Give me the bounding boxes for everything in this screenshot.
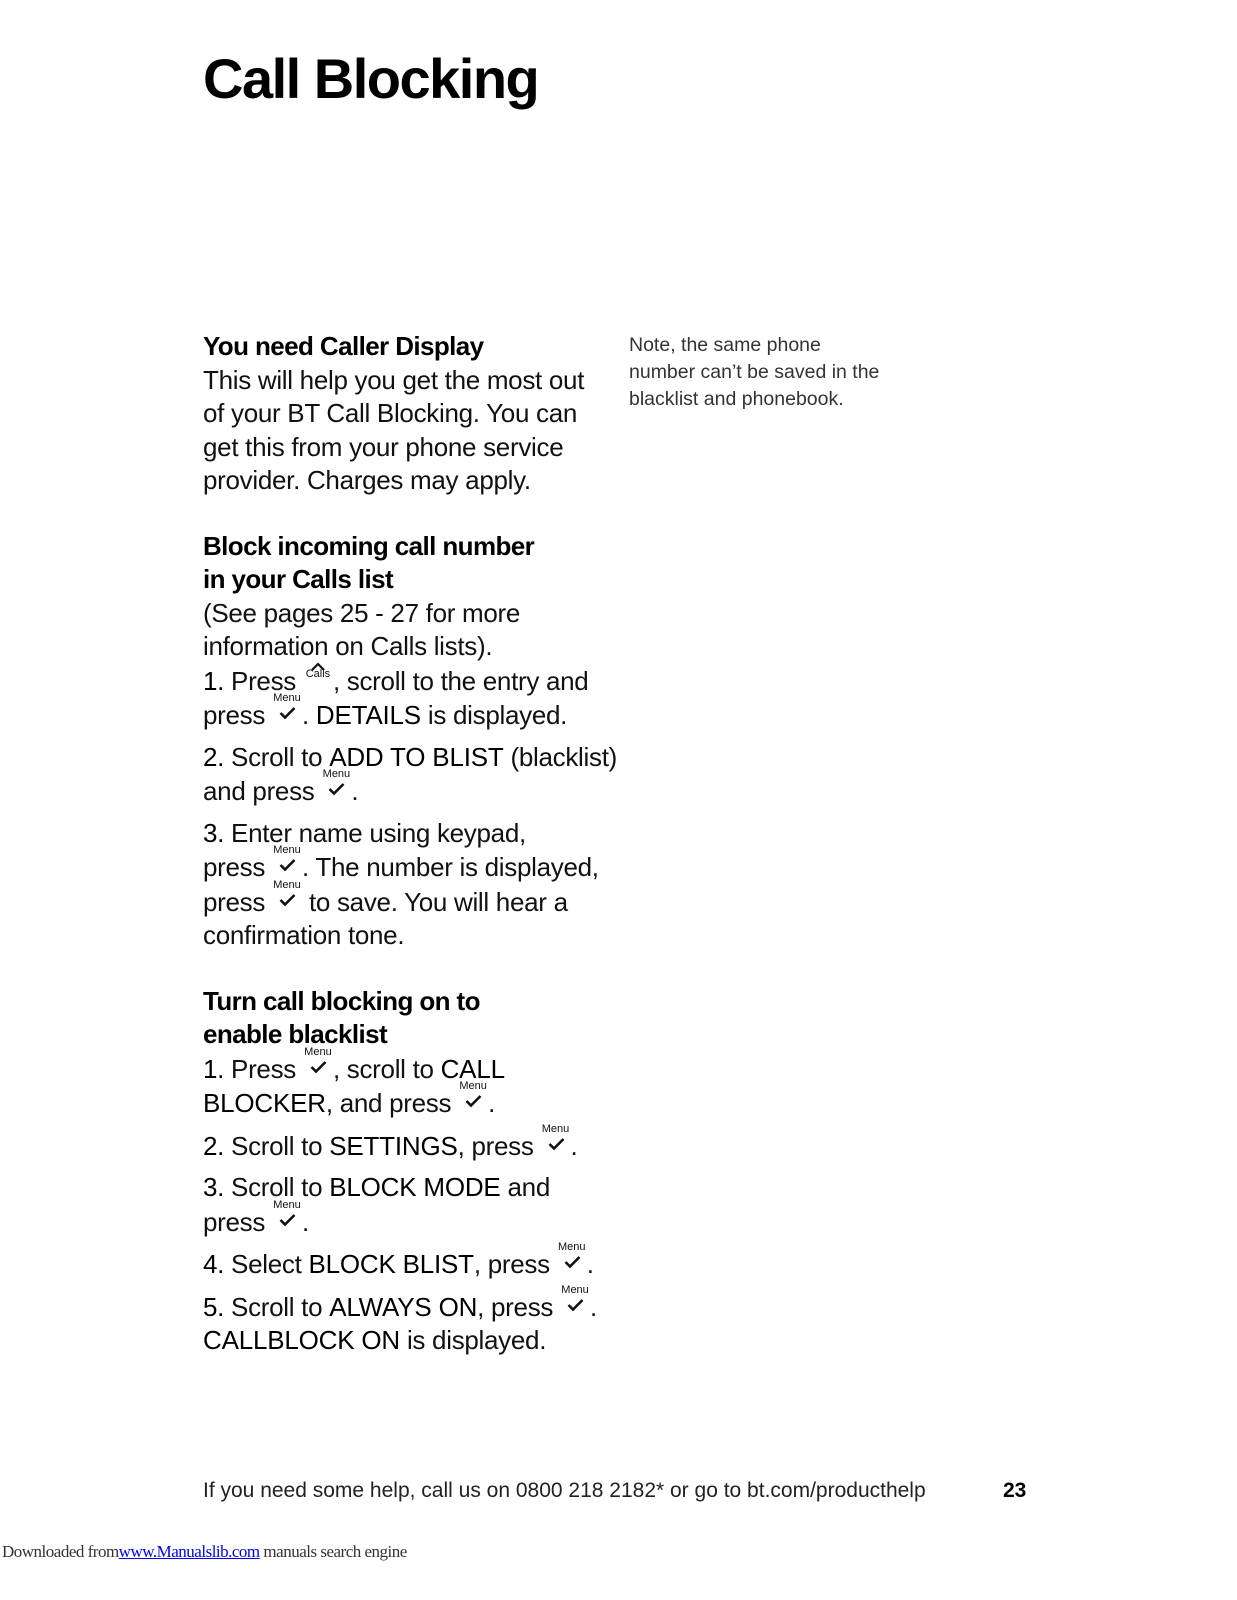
intro-line: information on Calls lists). [203,631,493,661]
step-text: . [586,1249,594,1279]
step-3 [203,1171,623,1239]
step-text: . [590,1291,597,1322]
menu-button-icon [272,1198,302,1231]
body-line: provider. Charges may apply. [203,465,531,495]
intro-line: (See pages 25 - 27 for more [203,597,521,628]
step-1 [203,664,623,733]
step-number: 2. [203,741,225,772]
menu-button-icon [272,844,302,876]
step-1 [203,1045,623,1121]
step-text: Scroll to [231,1130,323,1161]
body-line: of your BT Call Blocking. You can [203,398,578,428]
calls-button-icon [303,664,333,690]
step-text: and [507,1172,550,1202]
step-text: Scroll to [231,1172,323,1202]
step-text: , press [473,1249,550,1279]
step-text: Scroll to [231,1291,323,1322]
menu-caption: Menu [459,1080,487,1092]
note-line: number can’t be saved in the [629,361,880,383]
step-text: . [302,700,309,730]
step-2 [203,1122,623,1164]
download-banner [2,1542,407,1562]
step-text: Scroll to [231,741,323,772]
step-text: , press [457,1130,534,1161]
step-number: 1. [203,665,225,696]
step-text: is displayed. [406,1325,547,1355]
body-line: get this from your phone service [203,431,564,462]
step-text: Enter name using keypad, [231,817,526,848]
menu-button-icon [272,692,302,724]
section-heading: enable blacklist [203,1019,388,1049]
step-text: Press [231,1053,296,1084]
section-turn-on-blocking [203,985,623,1358]
body-line: This will help you get the most out [203,364,585,395]
section-heading: in your Calls list [203,564,394,594]
menu-caption: Menu [273,878,301,891]
step-number: 4. [203,1249,225,1279]
step-text: and press [203,776,315,806]
step-text: , and press [325,1088,452,1118]
menu-caption: Menu [273,844,301,856]
step-text: press [203,886,266,917]
step-text: press [203,852,266,882]
step-text: (blacklist) [510,741,617,772]
display-keyword: SETTINGS [329,1130,458,1161]
section-heading: You need Caller Display [203,331,484,361]
manualslib-link[interactable]: www.Manualslib.com [118,1542,260,1561]
step-text: press [203,1206,266,1237]
step-text: , scroll to the entry and [332,665,589,696]
download-suffix: manuals search engine [259,1542,407,1561]
section-block-incoming [203,530,623,953]
step-text: Press [231,665,296,696]
step-number: 3. [203,817,225,848]
step-2 [203,741,623,809]
display-keyword: BLOCKER [203,1088,326,1118]
download-prefix: Downloaded from [2,1542,119,1561]
step-4 [203,1241,623,1282]
section-heading: Block incoming call number [203,530,535,561]
menu-caption: Menu [561,1283,589,1296]
menu-button-icon [560,1283,590,1316]
step-text: . [488,1088,496,1118]
display-keyword: DETAILS [315,700,421,730]
step-text: to save. You will hear a [308,886,568,917]
display-keyword: BLOCK BLIST [308,1249,474,1279]
main-column [203,330,623,1390]
step-3 [203,817,623,953]
display-keyword: BLOCK MODE [329,1172,501,1202]
menu-button-icon [303,1045,333,1078]
page-title: Call Blocking [203,47,539,110]
menu-caption: Menu [541,1122,570,1135]
display-keyword: CALLBLOCK ON [203,1325,401,1355]
menu-caption: Menu [304,1045,332,1058]
calls-caption: Calls [305,667,331,680]
footer-help-text: If you need some help, call us on 0800 218 2182* or go to bt.com/producthelp [203,1479,926,1502]
menu-button-icon [557,1241,587,1273]
step-text: is displayed. [427,700,568,730]
step-text: Select [231,1249,302,1279]
menu-caption: Menu [273,692,301,704]
step-text: . The number is displayed, [302,852,599,882]
display-keyword: CALL [440,1053,505,1084]
step-number: 1. [203,1053,225,1084]
step-text: . [351,776,359,806]
menu-button-icon [458,1080,488,1112]
menu-button-icon [321,768,351,800]
menu-caption: Menu [557,1241,586,1253]
step-5 [203,1283,623,1358]
step-text: press [203,700,266,730]
step-text: , press [477,1291,554,1322]
note-line: blacklist and phonebook. [629,388,844,410]
step-number: 2. [203,1130,225,1161]
display-keyword: ALWAYS ON [329,1291,478,1322]
step-text: . [302,1206,309,1237]
menu-button-icon [541,1122,571,1155]
section-heading: Turn call blocking on to [203,985,480,1016]
menu-caption: Menu [322,768,351,780]
note-line: Note, the same phone [629,334,821,356]
step-text: . [570,1130,578,1161]
step-text: confirmation tone. [203,920,405,950]
section-caller-display [203,330,623,498]
side-note [629,332,929,413]
menu-caption: Menu [273,1198,301,1211]
step-number: 3. [203,1172,225,1202]
step-number: 5. [203,1291,225,1322]
page-number: 23 [1003,1479,1027,1502]
menu-button-icon [272,878,302,911]
step-text: , scroll to [332,1053,434,1084]
display-keyword: ADD TO BLIST [329,741,504,772]
